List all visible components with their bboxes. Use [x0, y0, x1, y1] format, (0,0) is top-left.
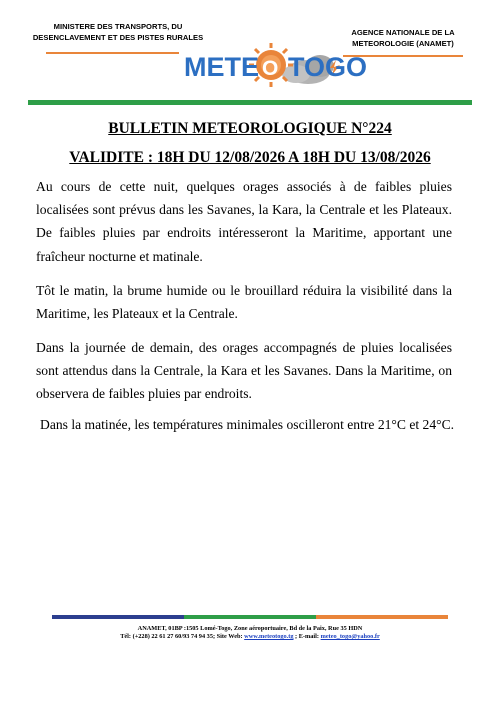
forecast-paragraph-day: Dans la journée de demain, des orages accompagnés de pluies localisées sont attendus dans la Centrale, la Kara et les Savanes. Dans la Maritime, on observera de faibles pluies par endroits.	[36, 340, 452, 402]
footer-address: ANAMET, 01BP :1505 Lomé-Togo, Zone aéroportuaire, Bd de la Paix, Rue 35 HDN	[137, 625, 363, 632]
ministry-line-1: MINISTERE DES TRANSPORTS, DU	[53, 22, 183, 31]
forecast-paragraph-morning: Tôt le matin, la brume humide ou le brouillard réduira la visibilité dans la Maritime, les Plateaux et la Centrale.	[36, 283, 452, 322]
website-link[interactable]: www.meteotogo.tg	[244, 633, 294, 640]
ministry-underline	[46, 52, 179, 54]
agency-line-1: AGENCE NATIONALE DE LA	[351, 28, 455, 37]
forecast-paragraph-temperature: Dans la matinée, les températures minimales oscilleront entre 21°C et 24°C.	[40, 417, 455, 432]
ministry-line-2: DESENCLAVEMENT ET DES PISTES RURALES	[32, 33, 204, 42]
agency-line-2: METEOROLOGIE (ANAMET)	[352, 39, 454, 48]
agency-name	[340, 27, 466, 49]
logo-text-o: O	[262, 57, 279, 80]
footer-email-label: ; E-mail:	[293, 633, 321, 640]
forecast-paragraph-night: Au cours de cette nuit, quelques orages associés à de faibles pluies localisées sont prévus dans les Savanes, la Kara, la Centrale et les Plateaux. De faibles pluies par endroits intéresseront la Maritime, apportant une fraîcheur nocturne et matinale.	[36, 179, 452, 264]
meteo-togo-logo	[180, 38, 368, 88]
footer-color-bar	[52, 615, 448, 619]
bulletin-title: BULLETIN METEOROLOGIQUE N°224	[108, 120, 392, 137]
footer-contacts	[0, 632, 500, 641]
email-link[interactable]: meteo_togo@yahoo.fr	[320, 633, 380, 640]
footer-phone: Tél: (+228) 22 61 27 60/93 74 94 35; Site Web:	[120, 633, 245, 640]
logo-text-right: TOGO	[288, 52, 368, 82]
logo-text-left: METE	[184, 52, 260, 82]
bulletin-validity: VALIDITE : 18H DU 12/08/2026 A 18H DU 13/08/2026	[69, 149, 431, 166]
header-divider	[28, 100, 472, 105]
